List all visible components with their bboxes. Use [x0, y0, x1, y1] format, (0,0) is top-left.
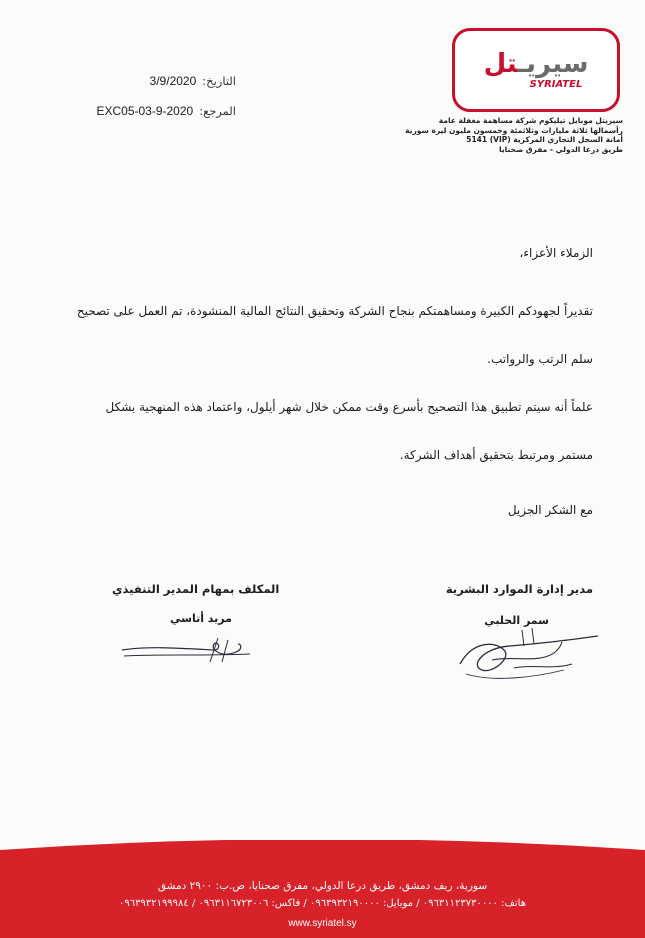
executive-title: المكلف بمهام المدير التنفيذي	[112, 582, 280, 596]
reference-label: المرجع:	[199, 104, 236, 118]
executive-signature	[118, 632, 258, 672]
logo-arabic-grey: سيريـ	[517, 49, 589, 79]
hr-manager-name: سمر الحلبي	[484, 614, 549, 627]
date-value: 3/9/2020	[149, 74, 197, 88]
letter-meta	[96, 66, 236, 126]
paragraph-1-line-2: سلم الرتب والرواتب.	[487, 352, 593, 366]
logo-english-text: SYRIATEL	[529, 79, 583, 90]
date-label: التاريخ:	[202, 74, 236, 88]
greeting: الزملاء الأعزاء،	[519, 246, 593, 260]
footer-address: سورية، ريف دمشق، طريق درعا الدولي، مفرق صحنايا، ص.ب: ٢٩٠٠ دمشق	[157, 880, 488, 892]
hr-manager-signature	[452, 612, 602, 690]
logo-arabic-text	[484, 50, 589, 78]
closing: مع الشكر الجزيل	[507, 503, 593, 517]
company-info	[403, 116, 623, 154]
footer-contacts: هاتف: ٠٩٦٣١١٢٣٧٣٠٠٠٠ / موبايل: ٠٩٦٣٩٣٢١٩٠٠٠٠ / فاكس: ٠٩٦٣١١٦٧٢٣٠٠٦ / ٠٩٦٣٩٣٢١٩٩٩٨٤	[118, 898, 527, 909]
company-info-line: رأسمالها ثلاثة مليارات وثلاثمئة وخمسون مليون ليرة سورية	[405, 125, 623, 135]
company-info-line: أمانة السجل التجاري المركزية (VIP) 5141	[466, 135, 623, 145]
syriatel-logo	[452, 28, 620, 112]
date-row	[96, 66, 236, 96]
executive-name: مريد أتاسي	[170, 612, 232, 625]
paragraph-2-line-2: مستمر ومرتبط بتحقيق أهداف الشركة.	[399, 448, 593, 462]
company-info-line: سيريتل موبايل تيليكوم شركة مساهمة مغفلة عامة	[438, 116, 623, 125]
logo-arabic-red: تل	[483, 49, 518, 79]
company-info-line: طريق درعا الدولي - مفرق صحنايا	[499, 144, 623, 154]
reference-row	[96, 96, 236, 126]
paragraph-2-line-1: علماً أنه سيتم تطبيق هذا التصحيح بأسرع وقت ممكن خلال شهر أيلول، واعتماد هذه المنهجية بشكل	[105, 400, 593, 414]
reference-value: EXC05-03-9-2020	[96, 104, 194, 118]
paragraph-1-line-1: تقديراً لجهودكم الكبيرة ومساهمتكم بنجاح الشركة وتحقيق النتائج المالية المنشودة، تم العمل على تصحيح	[76, 304, 593, 318]
hr-manager-title: مدير إدارة الموارد البشرية	[445, 582, 593, 596]
footer-website: www.syriatel.sy	[288, 918, 357, 929]
